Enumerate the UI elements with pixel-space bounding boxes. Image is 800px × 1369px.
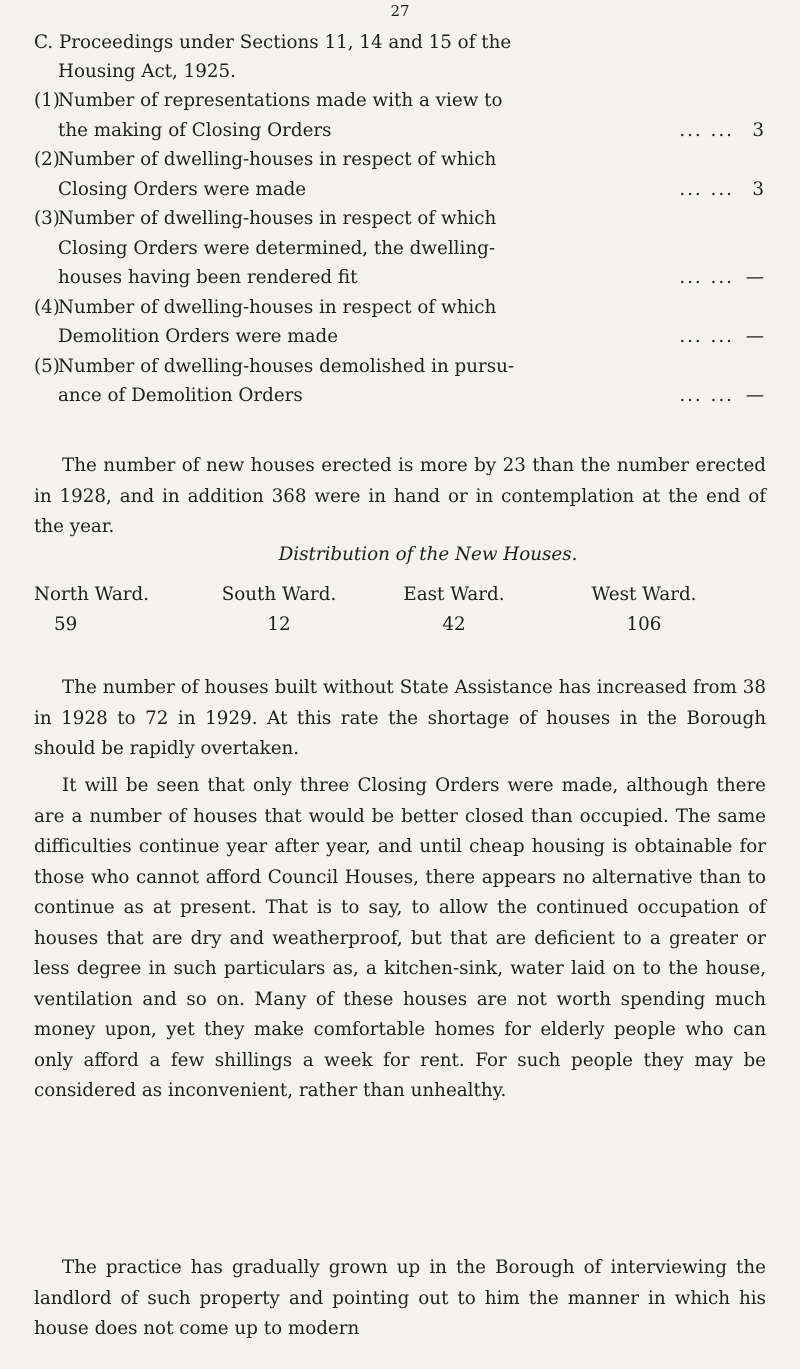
item-text-line: Number of dwelling-houses in respect of which [58, 296, 497, 318]
item-number: (2) [34, 149, 60, 170]
ward-header-row [34, 580, 774, 610]
item-number: (3) [34, 208, 60, 229]
item-value: — [745, 326, 764, 347]
item-text-line: houses having been rendered fit [58, 267, 358, 288]
item-text-line: Closing Orders were made [58, 178, 307, 200]
item-number: (4) [34, 296, 60, 318]
ward-name: South Ward. [221, 584, 337, 605]
leader-dots: ... ... [679, 119, 734, 141]
ward-count-row [34, 610, 774, 640]
ward-name: East Ward. [403, 584, 505, 605]
ward-name: West Ward. [591, 584, 697, 605]
ward-table [34, 580, 774, 640]
leader-dots: ... ... [679, 267, 734, 288]
item-text-line: Number of dwelling-houses in respect of which [58, 149, 497, 170]
ward-count: 106 [626, 614, 662, 635]
item-text-line: the making of Closing Orders [58, 119, 332, 141]
paragraph-state-assistance: The number of houses built without State Assistance has increased from 38 in 1928 to 72 in 1929. At this rate the shortage of houses in the Borough should be rapidly overtaken. [34, 677, 766, 759]
item-text-line: Number of representations made with a view to [58, 90, 503, 111]
paragraph-landlord-practice: The practice has gradually grown up in the Borough of interviewing the landlord of such property and pointing out to him the manner in which his house does not come up to modern [34, 1257, 766, 1339]
item-text-line: Demolition Orders were made [58, 326, 339, 347]
item-value: 3 [752, 178, 764, 200]
ward-count: 42 [442, 614, 466, 635]
distribution-title: Distribution of the New Houses. [278, 544, 578, 565]
item-text-line: Closing Orders were determined, the dwelling- [58, 237, 496, 259]
section-heading-line1: C. Proceedings under Sections 11, 14 and 15 of the [34, 32, 512, 53]
item-value: 3 [752, 119, 764, 141]
paragraph-new-houses: The number of new houses erected is more by 23 than the number erected in 1928, and in addition 368 were in hand or in contemplation at the end of the year. [34, 455, 766, 537]
paragraph-closing-orders: It will be seen that only three Closing Orders were made, although there are a number of houses that would be better closed than occupied. The same difficulties continue year after year, and until cheap housing is obtainable for those who cannot afford Council Houses, there appears no alternative than to continue as at present. That is to say, to allow the continued occupation of houses that are dry and weatherproof, but that are deficient to a greater or less degree in such particulars as, a kitchen-sink, water laid on to the house, ventilation and so on. Many of these houses are not worth spending much money upon, yet they make comfortable homes for elderly people who can only afford a few shillings a week for rent. For such people they may be considered as inconvenient, rather than unhealthy. [34, 775, 766, 1101]
item-value: — [745, 267, 764, 288]
list-item [34, 293, 764, 352]
item-text-line: Number of dwelling-houses in respect of which [58, 208, 497, 229]
item-text-line: ance of Demolition Orders [58, 385, 303, 406]
item-number: (5) [34, 355, 60, 377]
section-heading-line2: Housing Act, 1925. [58, 61, 236, 82]
leader-dots: ... ... [679, 326, 734, 347]
ward-count: 59 [54, 614, 78, 635]
item-text-line: Number of dwelling-houses demolished in pursu- [58, 355, 515, 377]
item-value: — [745, 385, 764, 406]
list-item [34, 86, 764, 145]
ward-name: North Ward. [34, 584, 150, 605]
proceedings-list [34, 86, 764, 411]
list-item [34, 145, 764, 204]
section-heading [34, 28, 734, 86]
item-number: (1) [34, 90, 60, 111]
list-item [34, 204, 764, 293]
leader-dots: ... ... [679, 178, 734, 200]
leader-dots: ... ... [679, 385, 734, 406]
ward-count: 12 [267, 614, 291, 635]
list-item [34, 352, 764, 411]
page-number: 27 [390, 2, 410, 20]
